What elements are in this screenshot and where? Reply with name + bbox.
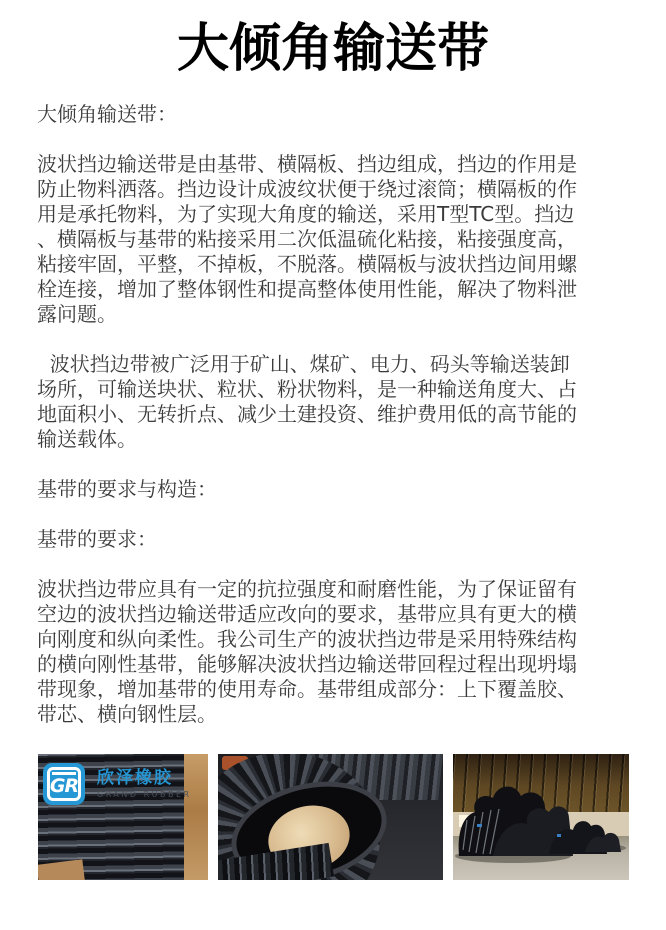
paragraph-base-belt: 波状挡边带应具有一定的抗拉强度和耐磨性能，为了保证留有空边的波状挡边输送带适应改向的要求，基带应具有更大的横向刚度和纵向柔性。我公司生产的波状挡边带是采用特殊结构的横向刚性基带，能够解决波状挡边输送带回程过程出现坍塌带现象，增加基带的使用寿命。基带组成部分：上下覆盖胶、带芯、横向钢性层。 (37, 577, 577, 726)
brand-logo (43, 763, 192, 805)
paragraph-application: 波状挡边带被广泛用于矿山、煤矿、电力、码头等输送装卸场所，可输送块状、粒状、粉状物料，是一种输送角度大、占地面积小、无转折点、减少土建投资、维护费用低的高节能的输送载体。 (37, 352, 577, 451)
brand-monogram: GR (49, 775, 79, 797)
brand-name-en: GRAND RUBBER (97, 790, 192, 799)
article-body (0, 80, 666, 727)
brand-name-cn: 欣泽橡胶 (97, 768, 173, 788)
photo-belt-loop-closeup (218, 754, 443, 880)
brand-logo-icon (43, 763, 85, 805)
photo-sidewall-strips (38, 754, 208, 880)
page-title: 大倾角输送带 (176, 19, 489, 79)
belt-stock-row (453, 754, 629, 880)
paragraph-composition: 波状挡边输送带是由基带、横隔板、挡边组成，挡边的作用是防止物料洒落。挡边设计成波纹状便于绕过滚筒；横隔板的作用是承托物料，为了实现大角度的输送，采用T型TC型。挡边、横隔板与基带的粘接采用二次低温硫化粘接，粘接强度高，粘接牢固，平整，不掉板，不脱落。横隔板与波状挡边间用螺栓连接，增加了整体钢性和提高整体使用性能，解决了物料泄露问题。 (37, 152, 577, 326)
photo-warehouse-stock (453, 754, 629, 880)
heading-base-belt-structure: 基带的要求与构造： (37, 477, 217, 501)
intro-label: 大倾角输送带： (37, 102, 177, 126)
brand-logo-text (97, 763, 192, 800)
heading-base-belt-requirements: 基带的要求： (37, 527, 157, 551)
product-photo-row (0, 754, 666, 880)
